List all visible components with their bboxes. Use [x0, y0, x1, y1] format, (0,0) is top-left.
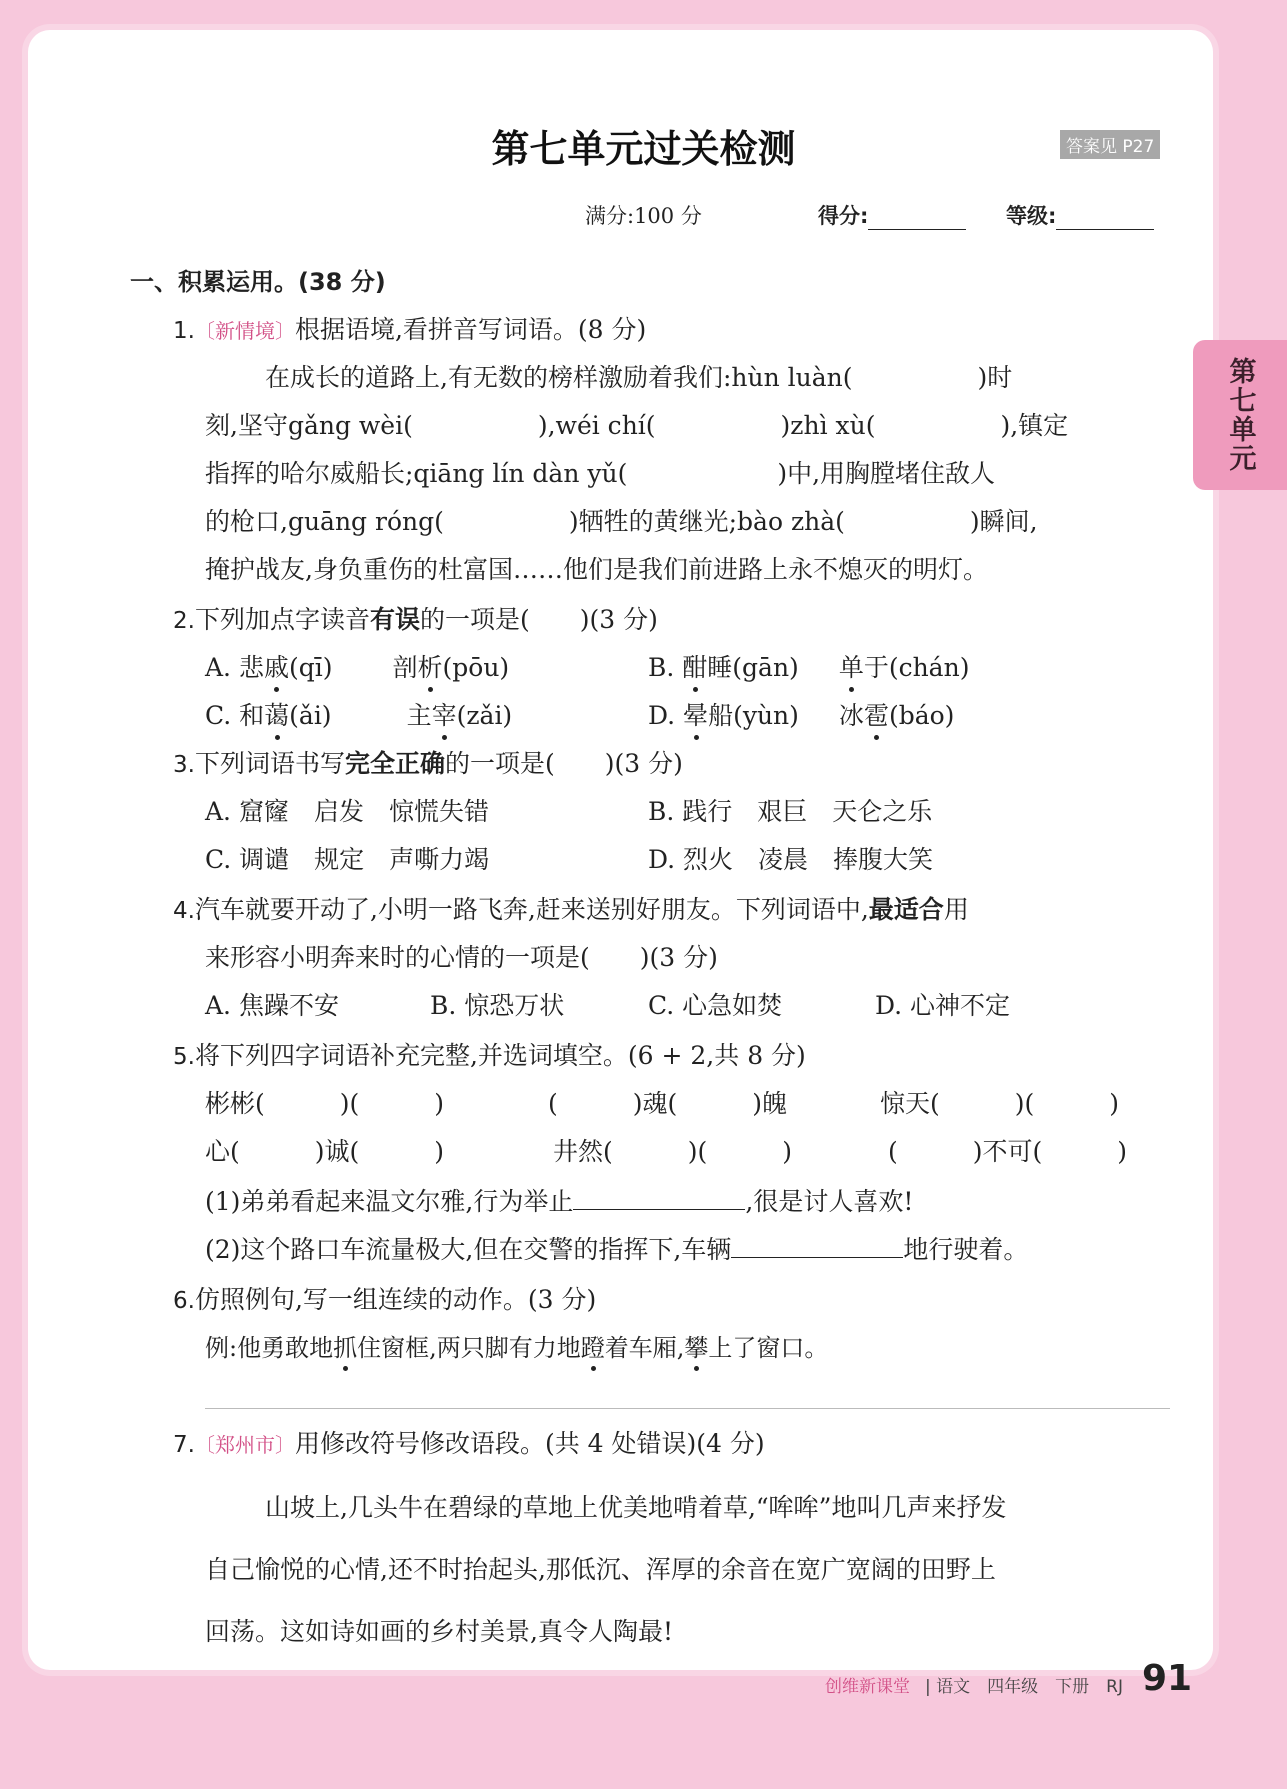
grade-label: 等级:: [1006, 204, 1057, 228]
score-field[interactable]: [818, 200, 966, 230]
dotted-char: 析: [418, 648, 443, 684]
example-text: 着车厢,: [604, 1334, 685, 1362]
dotted-char: 攀: [684, 1328, 708, 1363]
question-number: 2.: [173, 608, 195, 634]
dotted-char: 戚: [264, 648, 289, 684]
option-c[interactable]: [205, 696, 512, 732]
question-text: 仿照例句,写一组连续的动作。(3 分): [194, 1285, 597, 1314]
option-text: B.: [648, 653, 683, 682]
unit-tab-label: 第七单元: [1224, 357, 1256, 473]
question-4-line2[interactable]: 来形容小明奔来时的心情的一项是( )(3 分): [205, 943, 718, 972]
q5-sentence-1[interactable]: [205, 1182, 913, 1218]
option-b[interactable]: B. 践行 艰巨 天仑之乐: [648, 797, 933, 826]
q1-passage-line[interactable]: 的枪口,guāng róng( )牺牲的黄继光;bào zhà( )瞬间,: [205, 507, 1038, 536]
answer-blank[interactable]: [731, 1231, 903, 1258]
sentence-text: 地行驶着。: [903, 1235, 1029, 1264]
example-text: 例:他勇敢地: [205, 1334, 334, 1362]
idiom-blank[interactable]: ( )魂( )魄: [548, 1089, 788, 1118]
option-c[interactable]: C. 调谴 规定 声嘶力竭: [205, 845, 490, 874]
answer-reference-badge: 答案见 P27: [1060, 130, 1160, 159]
option-d[interactable]: D. 烈火 凌晨 捧腹大笑: [648, 845, 934, 874]
option-a[interactable]: A. 焦躁不安: [205, 991, 339, 1020]
question-number: 1.: [173, 318, 195, 344]
option-text: 冰: [838, 701, 864, 730]
option-text: (ǎi): [289, 701, 332, 730]
q7-passage-line[interactable]: 自己愉悦的心情,还不时抬起头,那低沉、浑厚的余音在宽广宽阔的田野上: [205, 1555, 996, 1584]
question-number: 4.: [173, 898, 195, 924]
option-b[interactable]: B. 惊恐万状: [430, 991, 565, 1020]
q7-passage-line[interactable]: 山坡上,几头牛在碧绿的草地上优美地啃着草,“哞哞”地叫几声来抒发: [265, 1493, 1007, 1522]
question-text: 根据语境,看拼音写词语。(8 分): [294, 315, 647, 344]
question-text: 用修改符号修改语段。(共 4 处错误)(4 分): [294, 1429, 765, 1458]
question-text: 下列词语书写: [194, 749, 345, 778]
footer-brand: 创维新课堂: [825, 1677, 910, 1697]
sentence-text: (1)弟弟看起来温文尔雅,行为举止: [205, 1187, 574, 1216]
idiom-blank[interactable]: ( )不可( ): [888, 1137, 1128, 1166]
dotted-char: 蔼: [264, 696, 289, 732]
dotted-char: 晕: [683, 696, 708, 732]
option-text: C. 和: [205, 701, 265, 730]
idiom-blank[interactable]: 心( )诚( ): [205, 1137, 445, 1166]
q7-passage-line[interactable]: 回荡。这如诗如画的乡村美景,真令人陶最!: [205, 1617, 673, 1646]
option-d[interactable]: [648, 696, 954, 732]
sentence-text: (2)这个路口车流量极大,但在交警的指挥下,车辆: [205, 1235, 732, 1264]
question-tag: 〔新情境〕: [194, 319, 295, 343]
q5-sentence-2[interactable]: [205, 1230, 1028, 1266]
grade-blank[interactable]: [1056, 205, 1154, 230]
question-number: 6.: [173, 1288, 195, 1314]
question-1: [173, 310, 646, 346]
q6-example: [205, 1328, 828, 1363]
sentence-text: ,很是讨人喜欢!: [745, 1187, 914, 1216]
idiom-blank[interactable]: 彬彬( )( ): [205, 1089, 445, 1118]
q1-passage-line: 掩护战友,身负重伤的杜富国……他们是我们前进路上永不熄灭的明灯。: [205, 555, 988, 584]
idiom-blank[interactable]: 惊天( )( ): [880, 1089, 1120, 1118]
page-number: 91: [1142, 1658, 1193, 1699]
question-text-end: 用: [943, 895, 969, 924]
dotted-char: 蹬: [581, 1328, 605, 1363]
option-text: A. 悲: [205, 653, 264, 682]
option-text: (báo): [888, 701, 955, 730]
question-5: [173, 1036, 806, 1072]
dotted-char: 雹: [864, 696, 889, 732]
full-score: 满分:100 分: [585, 204, 702, 228]
dotted-char: 单: [839, 648, 864, 684]
question-text: 下列加点字读音: [194, 605, 370, 634]
dotted-char: 酣: [682, 648, 707, 684]
option-a[interactable]: A. 窟窿 启发 惊慌失错: [205, 797, 489, 826]
option-c[interactable]: C. 心急如焚: [648, 991, 783, 1020]
example-text: 上了窗口。: [708, 1334, 829, 1362]
unit-side-tab: [1193, 340, 1287, 490]
question-number: 5.: [173, 1044, 195, 1070]
question-text: 汽车就要开动了,小明一路飞奔,赶来送别好朋友。下列词语中,: [194, 895, 869, 924]
question-text: 将下列四字词语补充完整,并选词填空。(6 + 2,共 8 分): [194, 1041, 806, 1070]
example-text: 住窗框,两只脚有力地: [357, 1334, 581, 1362]
question-emphasis: 完全正确: [344, 749, 445, 778]
question-7: [173, 1424, 765, 1460]
dotted-char: 抓: [333, 1328, 357, 1363]
option-b[interactable]: [648, 648, 969, 684]
option-text: D.: [648, 701, 684, 730]
dotted-char: 宰: [432, 696, 457, 732]
option-text: 睡(gān): [707, 653, 799, 682]
option-text: (zǎi): [456, 701, 513, 730]
question-number: 3.: [173, 752, 195, 778]
section-heading: 一、积累运用。(38 分): [130, 268, 386, 296]
answer-blank[interactable]: [573, 1183, 745, 1210]
question-emphasis: 有误: [369, 605, 420, 634]
option-text: 主: [406, 701, 432, 730]
question-emphasis: 最适合: [868, 895, 944, 924]
option-text: 剖: [392, 653, 418, 682]
score-blank[interactable]: [868, 205, 966, 230]
question-number: 7.: [173, 1432, 195, 1458]
question-2[interactable]: [173, 600, 658, 636]
q1-passage-line[interactable]: 指挥的哈尔威船长;qiāng lín dàn yǔ( )中,用胸膛堵住敌人: [205, 459, 996, 488]
option-text: (pōu): [442, 653, 510, 682]
question-6: [173, 1280, 596, 1316]
footer-book-info: | 语文 四年级 下册 RJ: [925, 1677, 1123, 1697]
q1-passage-line[interactable]: 刻,坚守gǎng wèi( ),wéi chí( )zhì xù( ),镇定: [205, 411, 1069, 440]
answer-line[interactable]: [205, 1408, 1170, 1409]
score-label: 得分:: [818, 204, 869, 228]
page-title: 第七单元过关检测: [491, 127, 796, 171]
question-tag: 〔郑州市〕: [194, 1433, 295, 1457]
idiom-blank[interactable]: 井然( )( ): [553, 1137, 793, 1166]
question-3[interactable]: [173, 744, 683, 780]
question-text-end: 的一项是( )(3 分): [444, 749, 683, 778]
option-d[interactable]: D. 心神不定: [875, 991, 1011, 1020]
question-text-end: 的一项是( )(3 分): [419, 605, 658, 634]
option-a[interactable]: [205, 648, 509, 684]
grade-field[interactable]: [1006, 200, 1154, 230]
question-4: [173, 890, 969, 926]
option-text: 船(yùn): [708, 701, 799, 730]
option-text: 于(chán): [863, 653, 970, 682]
q1-passage-line[interactable]: 在成长的道路上,有无数的榜样激励着我们:hùn luàn( )时: [265, 363, 1013, 392]
option-text: (qī): [288, 653, 333, 682]
